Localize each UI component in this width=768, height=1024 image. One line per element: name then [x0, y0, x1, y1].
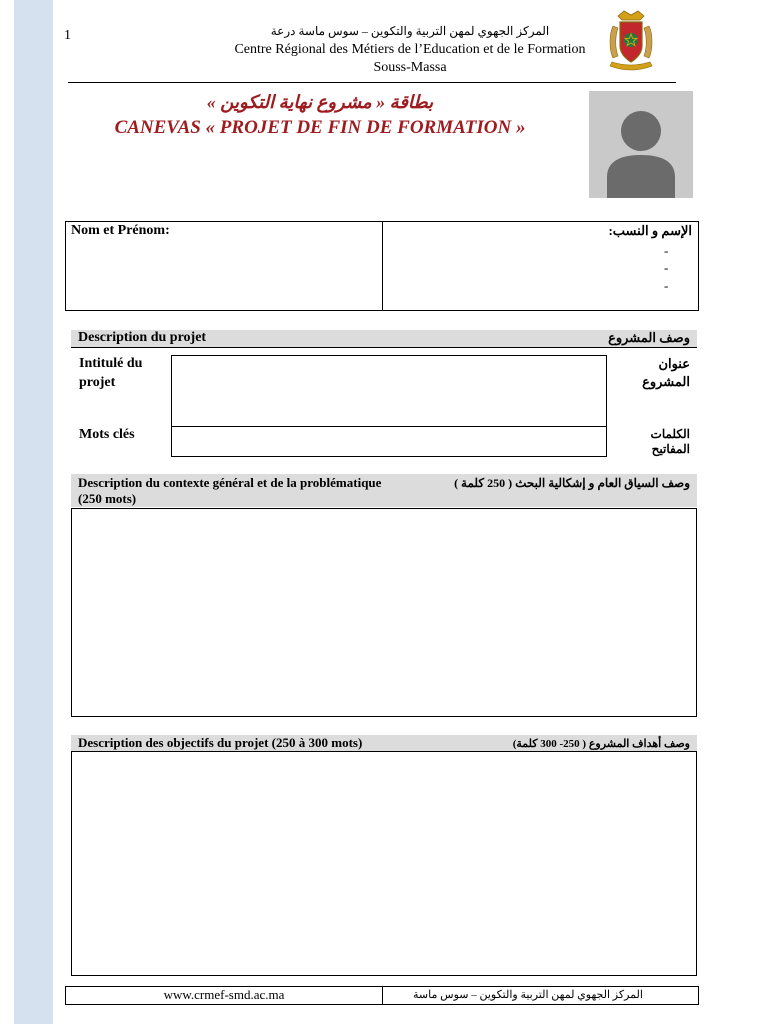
- title-label-french-2: projet: [79, 375, 116, 390]
- name-label-arabic: الإسم و النسب:: [608, 223, 692, 238]
- title-label-french: Intitulé du: [79, 356, 143, 371]
- title-label-arabic-2: المشروع: [642, 374, 690, 389]
- context-label-arabic: وصف السياق العام و إشكالية البحث ( 250 كلمة ): [454, 476, 690, 490]
- page-number: 1: [64, 28, 71, 43]
- context-label-french-2: (250 mots): [78, 491, 137, 506]
- header-institution-name: Centre Régional des Métiers de l’Education et de le Formation: [234, 42, 586, 57]
- page-edge: [0, 0, 14, 1024]
- objectives-label-french: Description des objectifs du projet (250 à 300 mots): [78, 735, 363, 750]
- title-arabic: بطاقة « مشروع نهاية التكوين »: [206, 92, 434, 112]
- header-arabic-line: المركز الجهوي لمهن التربية والتكوين – سوس ماسة درعة: [270, 24, 550, 38]
- section-title-arabic: وصف المشروع: [608, 330, 690, 345]
- dash-item: -: [664, 260, 669, 275]
- footer-website-link[interactable]: www.crmef-smd.ac.ma: [163, 987, 285, 1002]
- context-text-area[interactable]: [71, 508, 697, 717]
- section-underline: [71, 347, 697, 348]
- photo-placeholder[interactable]: [589, 91, 693, 198]
- header-divider: [68, 82, 676, 83]
- title-french: CANEVAS « PROJET DE FIN DE FORMATION »: [114, 117, 526, 138]
- avatar-icon: [589, 91, 693, 198]
- footer-arabic-text: المركز الجهوي لمهن التربية والتكوين – سوس ماسة: [413, 989, 643, 1001]
- objectives-text-area[interactable]: [71, 751, 697, 976]
- keywords-label-arabic: الكلمات المفاتيح: [650, 427, 690, 456]
- section-title-french: Description du projet: [78, 330, 207, 345]
- keywords-field[interactable]: [171, 426, 607, 457]
- name-table-divider: [382, 221, 383, 311]
- keywords-label-french: Mots clés: [79, 427, 135, 442]
- name-label-french: Nom et Prénom:: [71, 223, 170, 238]
- project-title-field[interactable]: [171, 355, 607, 427]
- coat-of-arms-emblem: [604, 10, 658, 76]
- dash-item: -: [664, 243, 669, 258]
- title-label-arabic: عنوان: [658, 356, 690, 371]
- left-margin-band: [14, 0, 53, 1024]
- context-label-french: Description du contexte général et de la problématique: [78, 475, 382, 490]
- objectives-label-arabic: وصف أهداف المشروع ( 250- 300 كلمة): [512, 738, 690, 750]
- dash-item: -: [664, 278, 669, 293]
- header-region: Souss-Massa: [373, 60, 447, 75]
